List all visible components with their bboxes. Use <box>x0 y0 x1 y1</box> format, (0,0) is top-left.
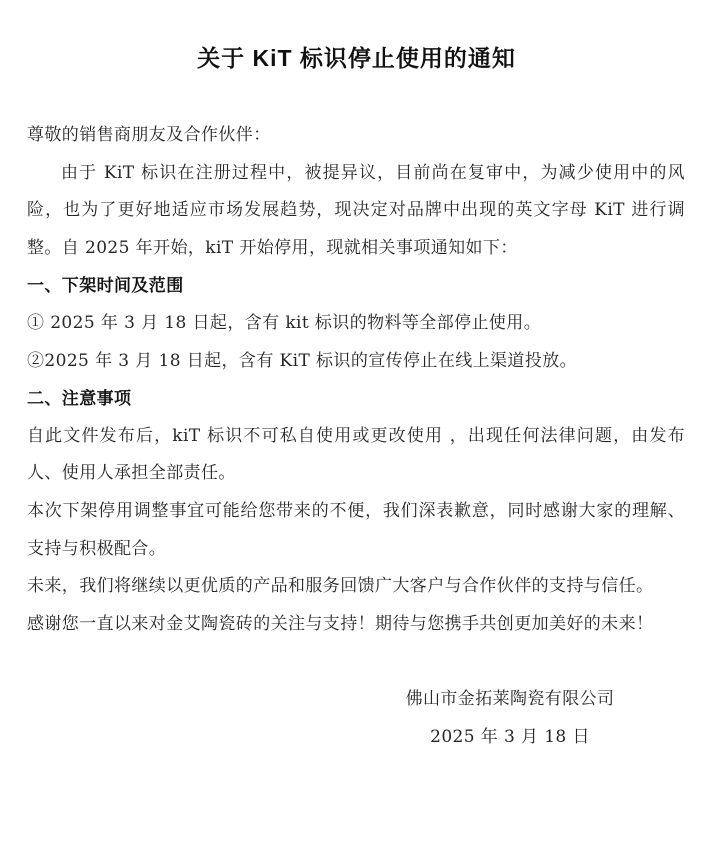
section-1-item-2: ②2025 年 3 月 18 日起，含有 KiT 标识的宣传停止在线上渠道投放。 <box>27 350 578 371</box>
section-2-heading: 二、注意事项 <box>27 389 132 409</box>
closing-paragraph-3: 感谢您一直以来对金艾陶瓷砖的关注与支持！期待与您携手共创更加美好的未来！ <box>27 613 654 634</box>
signature-block <box>390 681 630 756</box>
section-1-item-1: ① 2025 年 3 月 18 日起，含有 kit 标识的物料等全部停止使用。 <box>27 312 542 333</box>
document-body <box>0 117 713 756</box>
signature-date: 2025 年 3 月 18 日 <box>430 726 590 747</box>
page-title: 关于 KiT 标识停止使用的通知 <box>197 45 516 71</box>
closing-paragraph-1: 本次下架停用调整事宜可能给您带来的不便，我们深表歉意，同时感谢大家的理解、支持与积极配合。 <box>27 500 685 559</box>
section-2-paragraph: 自此文件发布后，kiT 标识不可私自使用或更改使用 ，出现任何法律问题，由发布人、使用人承担全部责任。 <box>27 425 685 484</box>
closing-paragraph-2: 未来，我们将继续以更优质的产品和服务回馈广大客户与合作伙伴的支持与信任。 <box>27 576 654 597</box>
section-1-heading: 一、下架时间及范围 <box>27 276 184 296</box>
greeting-line: 尊敬的销售商朋友及合作伙伴： <box>27 125 271 145</box>
notice-document <box>0 41 713 868</box>
intro-paragraph: 由于 KiT 标识在注册过程中，被提异议，目前尚在复审中，为减少使用中的风险，也为了更好地适应市场发展趋势，现决定对品牌中出现的英文字母 KiT 进行调整。自 2025 年开始，kiT 开始停用，现就相关事项通知如下： <box>27 162 685 258</box>
signature-company: 佛山市金拓莱陶瓷有限公司 <box>405 688 615 709</box>
